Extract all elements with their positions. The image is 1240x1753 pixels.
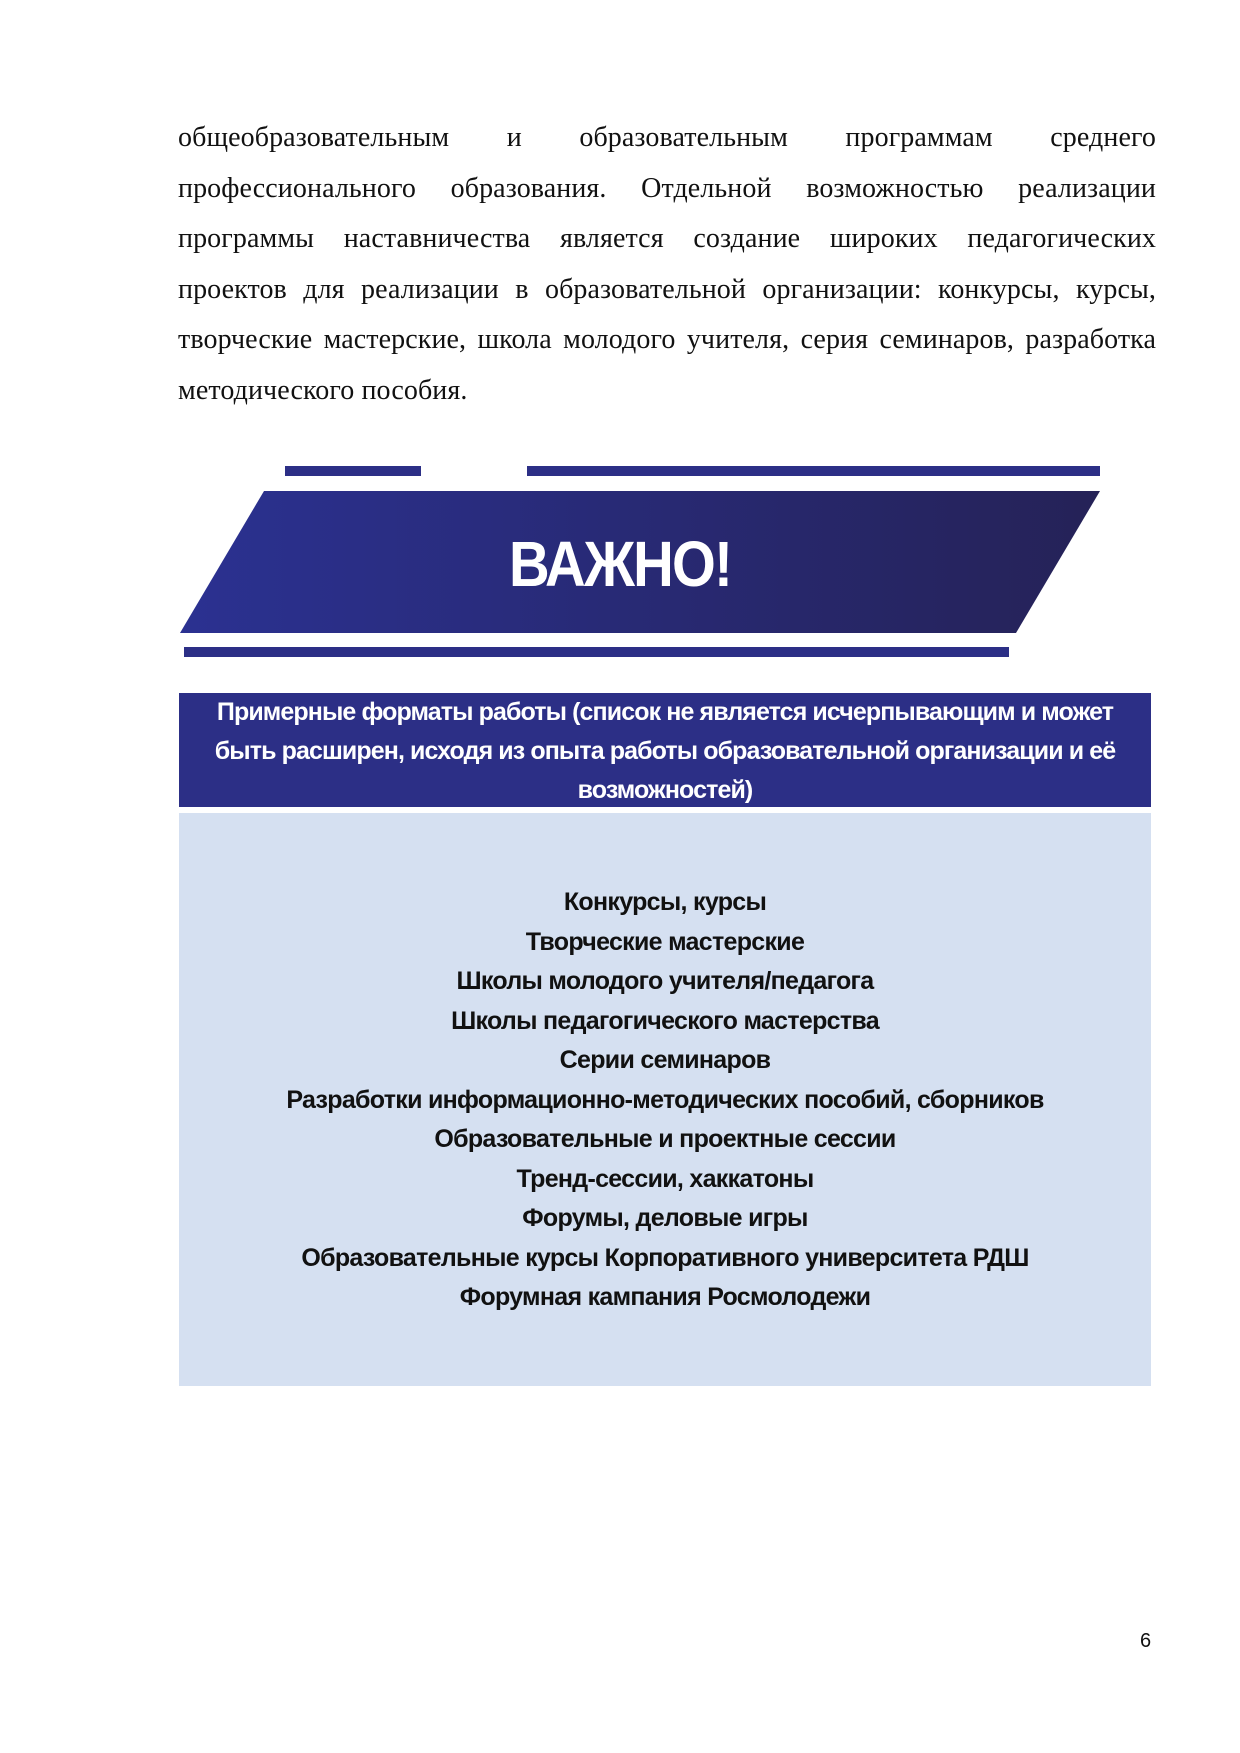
list-item: Серии семинаров	[559, 1046, 771, 1074]
banner-bottom-bar	[184, 647, 1009, 657]
banner-top-bar-right	[527, 466, 1100, 476]
list-item: Творческие мастерские	[525, 927, 805, 956]
banner-top-bar-left	[285, 466, 421, 476]
list-item: Конкурсы, курсы	[563, 888, 767, 916]
list-item: Разработки информационно-методических пособий, сборников	[286, 1085, 1044, 1114]
formats-list	[179, 883, 1151, 1318]
list-item: Форумы, деловые игры	[522, 1204, 808, 1232]
list-item: Форумная кампания Росмолодежи	[459, 1283, 871, 1311]
banner-title: ВАЖНО!	[508, 528, 732, 600]
formats-box	[179, 813, 1151, 1386]
body-paragraph: общеобразовательным и образовательным программам среднего профессионального образования. Отдельной возможностью реализации программы наставничества является создание широких педагогических проектов для реализации в образовательной организации: конкурсы, курсы, творческие мастерские, школа молодого учителя, серия семинаров, разработка методического пособия.	[178, 122, 1156, 406]
list-item: Тренд-сессии, хаккатоны	[516, 1164, 814, 1193]
list-item: Школы педагогического мастерства	[451, 1006, 879, 1035]
list-item: Школы молодого учителя/педагога	[456, 967, 874, 995]
page-number: 6	[1140, 1630, 1152, 1652]
formats-header: Примерные форматы работы (список не является исчерпывающим и может быть расширен, исходя из опыта работы образовательной организации и её возможностей)	[179, 693, 1151, 807]
list-item: Образовательные и проектные сессии	[434, 1125, 896, 1153]
list-item: Образовательные курсы Корпоративного университета РДШ	[301, 1243, 1029, 1272]
